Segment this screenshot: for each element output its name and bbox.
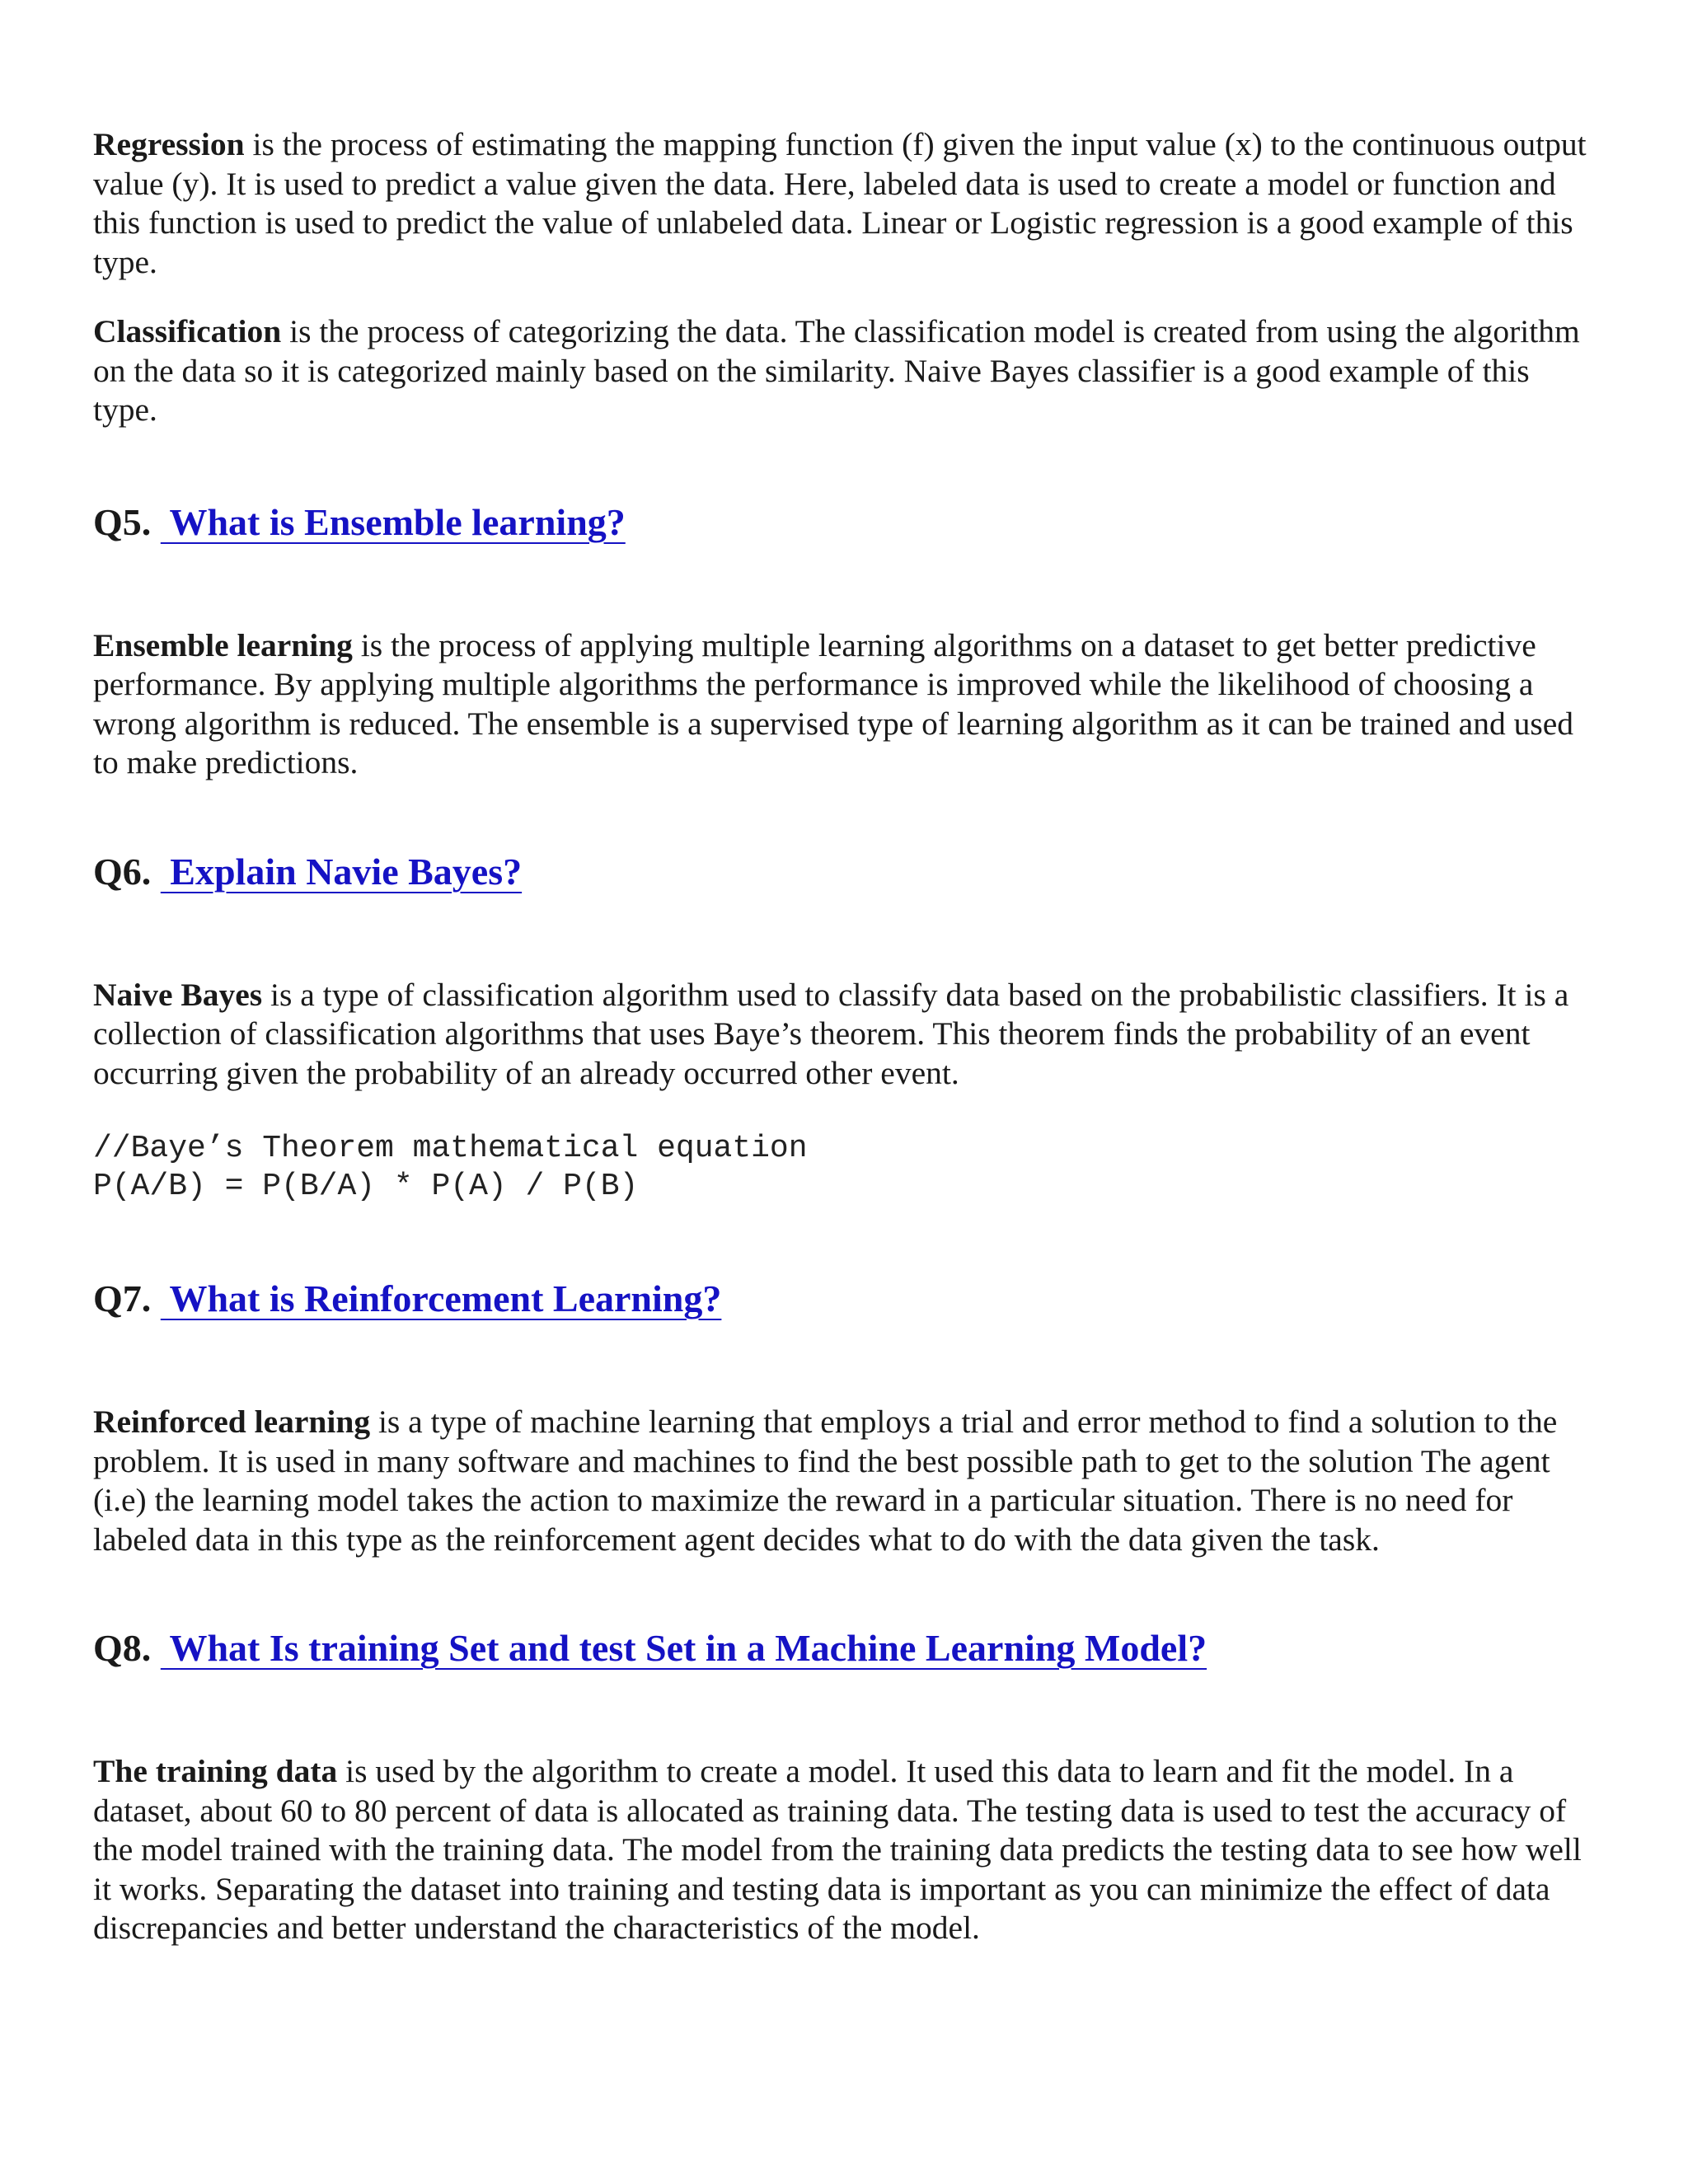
reinforced-term: Reinforced learning: [93, 1404, 371, 1440]
regression-term: Regression: [93, 126, 245, 162]
document-page: [93, 125, 1601, 1948]
question-number: Q5.: [93, 500, 161, 543]
question-heading-q6: [93, 849, 1601, 895]
question-number: Q7.: [93, 1277, 161, 1319]
question-link-q7[interactable]: What is Reinforcement Learning?: [160, 1277, 722, 1319]
reinforced-text: is a type of machine learning that employs a trial and error method to find a solution to the problem. It is used in many software and machines to find the best possible path to get to the solution The agent (i.e) the learning model takes the action to maximize the reward in a particular situation. There is no need for labeled data in this type as the reinforcement agent decides what to do with the data given the task.: [93, 1404, 1558, 1558]
training-paragraph: [93, 1752, 1601, 1948]
question-heading-q5: [93, 499, 1601, 546]
classification-text: is the process of categorizing the data. The classification model is created from using the algorithm on the data so it is categorized mainly based on the similarity. Naive Bayes classifier is a good example of this type.: [93, 313, 1580, 428]
training-term: The training data: [93, 1753, 338, 1789]
question-link-q8[interactable]: What Is training Set and test Set in a Machine Learning Model?: [160, 1627, 1207, 1669]
question-number: Q8.: [93, 1627, 161, 1669]
classification-paragraph: [93, 312, 1601, 430]
naive-bayes-term: Naive Bayes: [93, 976, 263, 1013]
question-link-q6[interactable]: Explain Navie Bayes?: [160, 850, 523, 893]
code-equation: P(A/B) = P(B/A) * P(A) / P(B): [93, 1169, 639, 1204]
question-heading-q8: [93, 1625, 1601, 1671]
ensemble-term: Ensemble learning: [93, 626, 353, 663]
regression-paragraph: [93, 125, 1601, 282]
reinforced-paragraph: [93, 1403, 1601, 1559]
code-block: [93, 1130, 1601, 1206]
ensemble-paragraph: [93, 626, 1601, 783]
regression-text: is the process of estimating the mapping function (f) given the input value (x) to the continuous output value (y). It is used to predict a value given the data. Here, labeled data is used to create a model or function and this function is used to predict the value of unlabeled data. Linear or Logistic regression is a good example of this type.: [93, 126, 1587, 280]
question-link-q5[interactable]: What is Ensemble learning?: [160, 500, 626, 543]
naive-bayes-paragraph: [93, 976, 1601, 1094]
naive-bayes-text: is a type of classification algorithm used to classify data based on the probabilistic classifiers. It is a collection of classification algorithms that uses Baye’s theorem. This theorem finds the probability of an event occurring given the probability of an already occurred other event.: [93, 976, 1569, 1091]
code-comment: //Baye’s Theorem mathematical equation: [93, 1131, 808, 1166]
ensemble-text: is the process of applying multiple learning algorithms on a dataset to get better predictive performance. By applying multiple algorithms the performance is improved while the likelihood of choosing a wrong algorithm is reduced. The ensemble is a supervised type of learning algorithm as it can be trained and used to make predictions.: [93, 626, 1573, 780]
classification-term: Classification: [93, 313, 282, 349]
question-number: Q6.: [93, 850, 161, 893]
question-heading-q7: [93, 1276, 1601, 1322]
training-text: is used by the algorithm to create a model. It used this data to learn and fit the model. In a dataset, about 60 to 80 percent of data is allocated as training data. The testing data is used to test the accuracy of the model trained with the training data. The model from the training data predicts the testing data to see how well it works. Separating the dataset into training and testing data is important as you can minimize the effect of data discrepancies and better understand the characteristics of the model.: [93, 1753, 1582, 1946]
